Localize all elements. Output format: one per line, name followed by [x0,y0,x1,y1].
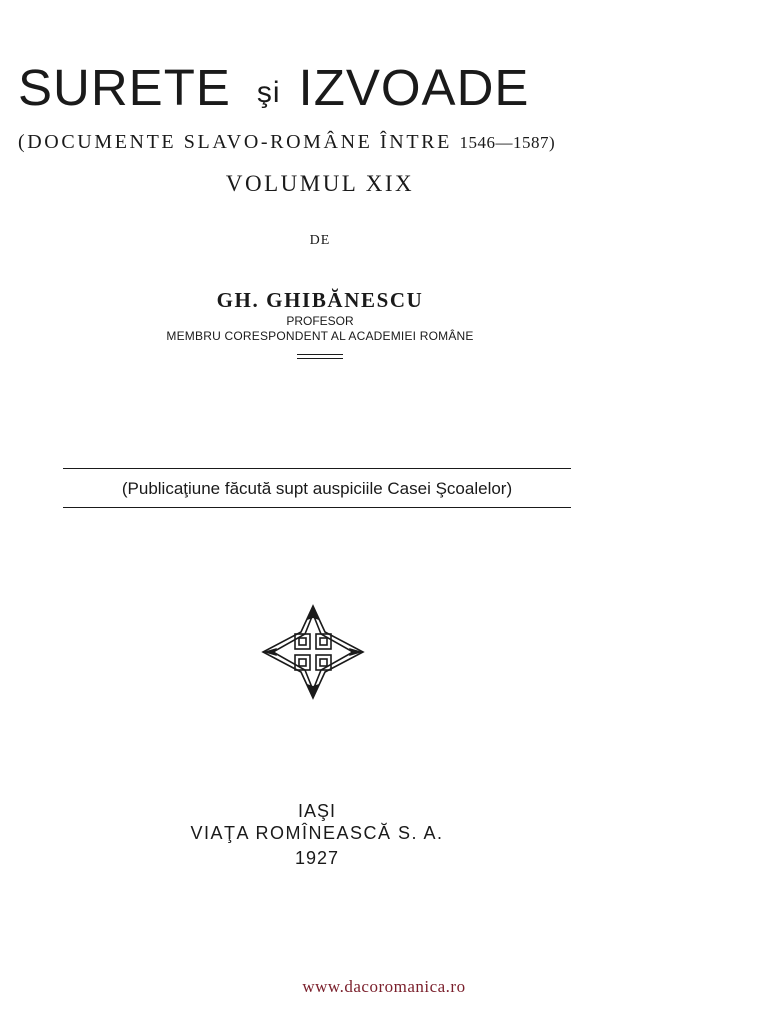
title-conjunction: şi [256,76,281,109]
subtitle-text: (DOCUMENTE SLAVO-ROMÂNE ÎNTRE [18,131,452,153]
geometric-star-ornament-icon [261,604,365,705]
by-label: DE [309,233,331,248]
volume-number: VOLUMUL XIX [225,171,415,196]
imprint-year: 1927 [294,848,340,868]
title-part-2: IZVOADE [298,59,530,116]
author-role: MEMBRU CORESPONDENT AL ACADEMIEI ROMÂNE [166,329,474,343]
top-rule [63,468,571,469]
bottom-rule [63,507,571,508]
imprint-publisher: VIAŢA ROMÎNEASCĂ S. A. [190,823,444,843]
subtitle-years: 1546—1587) [459,133,556,152]
author-title: PROFESOR [286,314,354,328]
double-rule-divider [297,354,343,362]
website-link[interactable]: www.dacoromanica.ro [302,977,466,996]
book-title [18,59,530,116]
book-subtitle [18,131,555,154]
title-part-1: SURETE [18,59,231,116]
imprint-city: IAŞI [297,801,336,821]
publication-note: (Publicaţiune făcută supt auspiciile Casei Şcoalelor) [121,479,513,498]
author-name: GH. GHIBĂNESCU [216,288,424,312]
